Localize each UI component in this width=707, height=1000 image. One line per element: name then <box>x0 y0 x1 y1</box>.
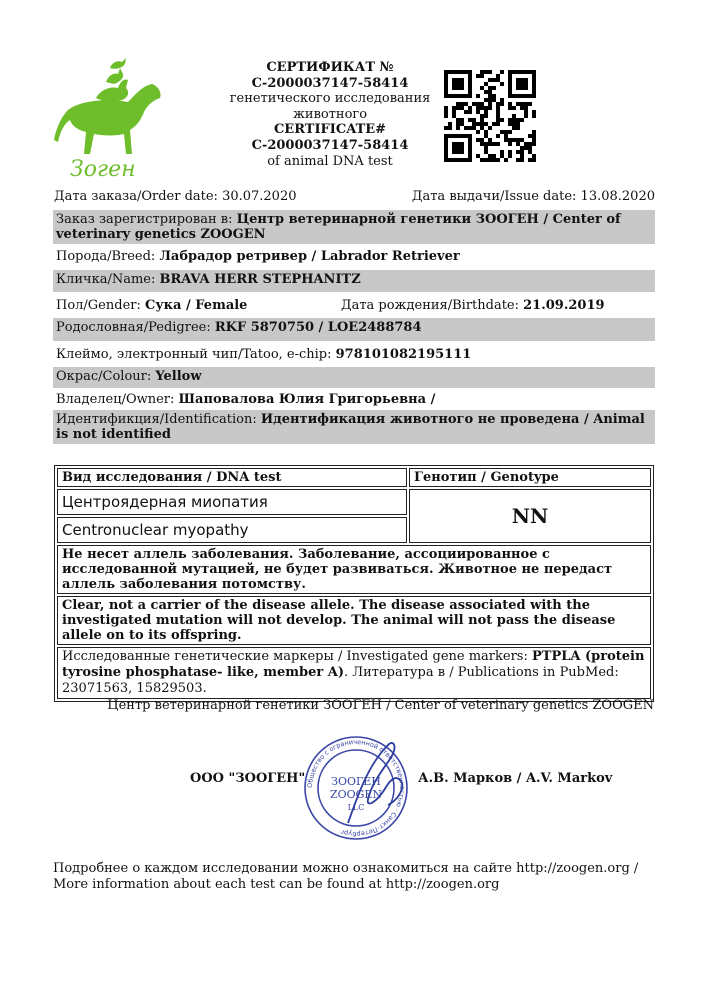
zoogen-logo <box>40 50 180 185</box>
gene-markers: Исследованные генетические маркеры / Investigated gene markers: PTPLA (protein tyrosine phosphatase- like, member A). Литература в / Publications in PubMed: 23071563, 15829503. <box>57 647 651 699</box>
cert-desc-en: of animal DNA test <box>267 153 393 169</box>
col-dna-test: Вид исследования / DNA test <box>57 468 407 487</box>
svg-text:LLC: LLC <box>347 803 365 812</box>
chip-row: Клеймо, электронный чип/Tatoo, e-chip: 978101082195111 <box>56 347 472 362</box>
test-name-en: Centronuclear myopathy <box>57 517 407 543</box>
svg-text:ZOOGEN: ZOOGEN <box>329 788 383 801</box>
identification-row: Идентификция/Identification: Идентификация животного не проведена / Animal is not identified <box>53 410 655 444</box>
gender-row: Пол/Gender: Сука / Female Дата рождения/Birthdate: 21.09.2019 <box>56 298 605 313</box>
svg-text:ЗООГЕН: ЗООГЕН <box>331 775 381 788</box>
issue-date: Дата выдачи/Issue date: 13.08.2020 <box>411 189 655 204</box>
result-ru: Не несет аллель заболевания. Заболевание, ассоциированное с исследованной мутацией, не будет развиваться. Животное не передаст аллель заболевания потомству. <box>57 545 651 594</box>
company-name: ООО "ЗООГЕН" <box>190 771 306 786</box>
center-name: Центр ветеринарной генетики ЗООГЕН / Center of veterinary genetics ZOOGEN <box>107 698 654 713</box>
cert-title-en: CERTIFICATE# <box>273 122 387 138</box>
genotype-value: NN <box>409 489 651 543</box>
order-date: Дата заказа/Order date: 30.07.2020 <box>54 189 297 204</box>
cert-number-ru: C-2000037147-58414 <box>251 75 409 91</box>
owner-row: Владелец/Owner: Шаповалова Юлия Григорьевна / <box>56 392 436 407</box>
qr-code <box>444 70 536 162</box>
cert-number-en: C-2000037147-58414 <box>251 137 409 153</box>
signer-name: А.В. Марков / A.V. Markov <box>418 771 613 786</box>
company-stamp <box>298 735 414 841</box>
logo-text: Зоген <box>70 157 136 182</box>
breed-row: Порода/Breed: Лабрадор ретривер / Labrador Retriever <box>56 249 460 264</box>
svg-text:Общество с ограниченной ответс: Общество с ограниченной ответственностью · Санкт-Петербург <box>305 737 407 839</box>
name-row: Кличка/Name: BRAVA HERR STEPHANITZ <box>53 270 655 292</box>
certificate-header <box>225 60 435 169</box>
colour-row: Окрас/Colour: Yellow <box>53 367 655 388</box>
pedigree-row: Родословная/Pedigree: RKF 5870750 / LOE2488784 <box>53 318 655 341</box>
cert-title-ru: СЕРТИФИКАТ № <box>266 60 394 75</box>
result-en: Clear, not a carrier of the disease allele. The disease associated with the investigated mutation will not develop. The animal will not pass the disease allele on to its offspring. <box>57 596 651 645</box>
birthdate: Дата рождения/Birthdate: 21.09.2019 <box>341 298 605 313</box>
cert-desc-ru-1: генетического исследования <box>229 91 431 107</box>
more-info: Подробнее о каждом исследовании можно ознакомиться на сайте http://zoogen.org / More information about each test can be found at http://zoogen.org <box>53 861 639 892</box>
col-genotype: Генотип / Genotype <box>409 468 651 487</box>
cert-desc-ru-2: животного <box>292 106 368 122</box>
dna-test-table <box>54 465 654 702</box>
registered-row: Заказ зарегистрирован в: Центр ветеринарной генетики ЗООГЕН / Center of veterinary genetics ZOOGEN <box>53 210 655 244</box>
test-name-ru: Центроядерная миопатия <box>57 489 407 515</box>
